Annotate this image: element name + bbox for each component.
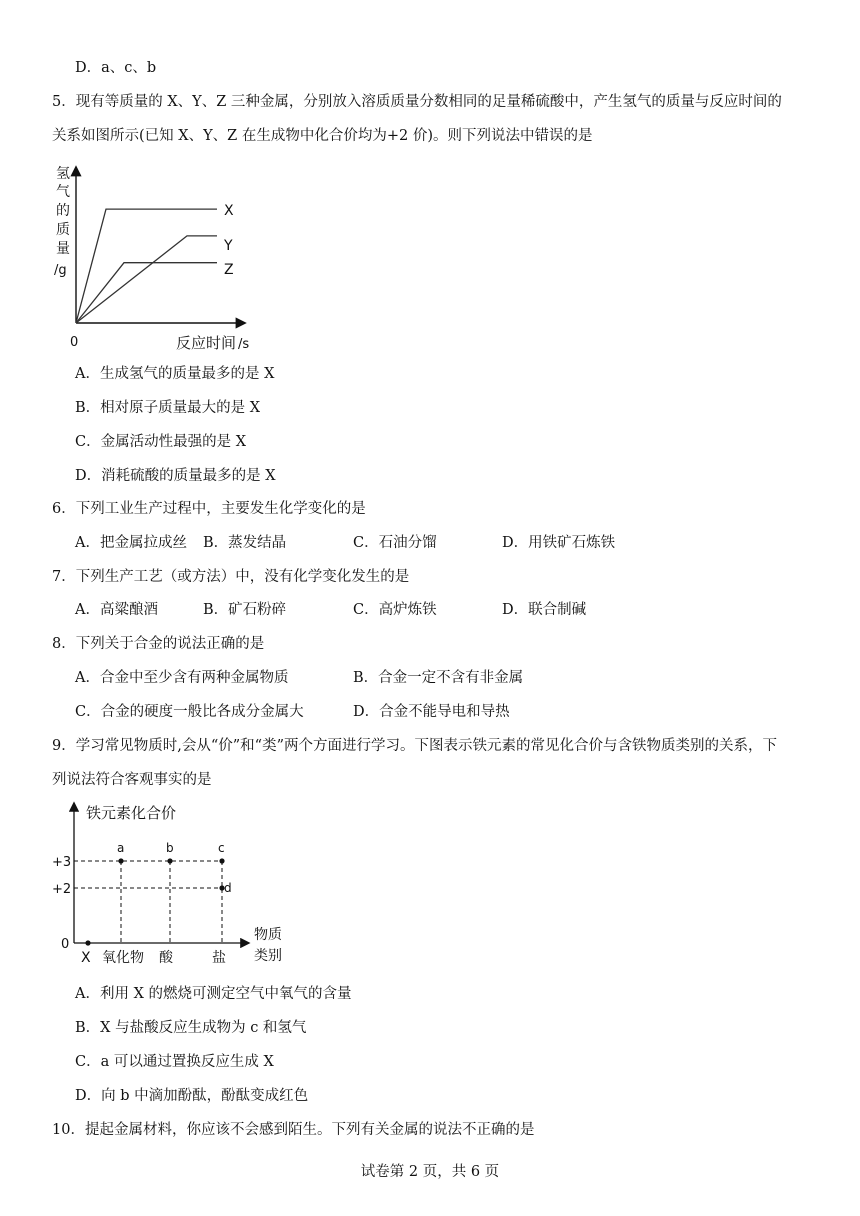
- series-label-x: X: [224, 203, 234, 219]
- category-salt: 盐: [212, 950, 226, 966]
- q7-option-b: B．矿石粉碎: [203, 602, 287, 618]
- q9-option-a: A．利用 X 的燃烧可测定空气中氧气的含量: [75, 986, 352, 1002]
- chart1-xlabel-unit: /s: [238, 337, 250, 352]
- q6-option-b: B．蒸发结晶: [203, 535, 287, 551]
- category-acid: 酸: [159, 950, 173, 966]
- q8-option-c: C．合金的硬度一般比各成分金属大: [75, 704, 304, 720]
- q6-stem: 6．下列工业生产过程中，主要发生化学变化的是: [52, 501, 366, 517]
- q6-option-d: D．用铁矿石炼铁: [502, 535, 616, 551]
- chart2-xlabel-1: 物质: [254, 927, 282, 943]
- series-line-y: [76, 236, 217, 323]
- q8-option-a: A．合金中至少含有两种金属物质: [75, 670, 289, 686]
- q7-options: [0, 600, 860, 620]
- q5-option-a: A．生成氢气的质量最多的是 X: [75, 366, 275, 382]
- category-x: X: [81, 950, 91, 966]
- q9-option-d: D．向 b 中滴加酚酞，酚酞变成红色: [75, 1088, 309, 1104]
- q7-stem: 7．下列生产工艺（或方法）中，没有化学变化发生的是: [52, 569, 410, 585]
- q5-stem-line1: 5．现有等质量的 X、Y、Z 三种金属，分别放入溶质质量分数相同的足量稀硫酸中，产生氢气的质量与反应时间的: [52, 94, 782, 110]
- series-label-z: Z: [224, 262, 234, 278]
- q7-option-a: A．高粱酿酒: [75, 602, 158, 618]
- q8-options-row1: [0, 668, 860, 688]
- q6-options: [0, 533, 860, 553]
- chart2-ytick-plus2: +2: [52, 882, 72, 897]
- label-b: b: [166, 841, 174, 855]
- chart1-ylabel-char: 氢: [56, 166, 70, 182]
- q7-option-c: C．高炉炼铁: [353, 602, 437, 618]
- q8-option-d: D．合金不能导电和导热: [353, 704, 510, 720]
- chart2-ytick-zero: 0: [61, 937, 70, 952]
- q5-stem-line2: 关系如图所示(已知 X、Y、Z 在生成物中化合价均为+2 价)。则下列说法中错误的是: [52, 128, 593, 144]
- series-line-z: [76, 263, 217, 323]
- q8-stem: 8．下列关于合金的说法正确的是: [52, 636, 265, 652]
- chart1-xlabel: 反应时间: [176, 334, 237, 352]
- chart2-ylabel: 铁元素化合价: [86, 804, 177, 822]
- hydrogen-mass-chart: [48, 160, 288, 360]
- series-label-y: Y: [224, 238, 233, 254]
- chart1-ylabel-unit: /g: [54, 263, 67, 278]
- q10-stem: 10．提起金属材料，你应该不会感到陌生。下列有关金属的说法不正确的是: [52, 1122, 535, 1138]
- q5-option-d: D．消耗硫酸的质量最多的是 X: [75, 468, 276, 484]
- chart1-ylabel-char: 质: [56, 222, 70, 238]
- chart2-xlabel-2: 类别: [254, 948, 282, 964]
- chart1-origin: 0: [70, 335, 79, 350]
- chart1-ylabel-char: 量: [56, 241, 70, 257]
- q6-option-a: A．把金属拉成丝: [75, 535, 187, 551]
- point-c: [219, 858, 224, 863]
- chart1-ylabel-char: 的: [56, 203, 70, 219]
- chart1-ylabel-char: 气: [56, 184, 70, 200]
- point-b: [167, 858, 172, 863]
- prev-option-d: D．a、c、b: [75, 60, 157, 76]
- q5-option-b: B．相对原子质量最大的是 X: [75, 400, 261, 416]
- category-oxide: 氧化物: [102, 950, 144, 966]
- label-a: a: [117, 841, 125, 855]
- point-a: [118, 858, 123, 863]
- q8-option-b: B．合金一定不含有非金属: [353, 670, 524, 686]
- q7-option-d: D．联合制碱: [502, 602, 587, 618]
- q6-option-c: C．石油分馏: [353, 535, 437, 551]
- page-footer: 试卷第 2 页，共 6 页: [360, 1164, 500, 1180]
- q9-option-b: B．X 与盐酸反应生成物为 c 和氢气: [75, 1020, 307, 1036]
- q5-option-c: C．金属活动性最强的是 X: [75, 434, 247, 450]
- chart2-ytick-plus3: +3: [52, 855, 72, 870]
- q9-stem-line2: 列说法符合客观事实的是: [52, 772, 212, 788]
- label-c: c: [218, 841, 225, 855]
- q9-option-c: C．a 可以通过置换反应生成 X: [75, 1054, 274, 1070]
- point-x: [85, 940, 90, 945]
- label-d: d: [224, 881, 232, 895]
- iron-valence-chart: [52, 796, 312, 976]
- q8-options-row2: [0, 702, 860, 722]
- q9-stem-line1: 9．学习常见物质时,会从“价”和“类”两个方面进行学习。下图表示铁元素的常见化合价与含铁物质类别的关系，下: [52, 738, 777, 754]
